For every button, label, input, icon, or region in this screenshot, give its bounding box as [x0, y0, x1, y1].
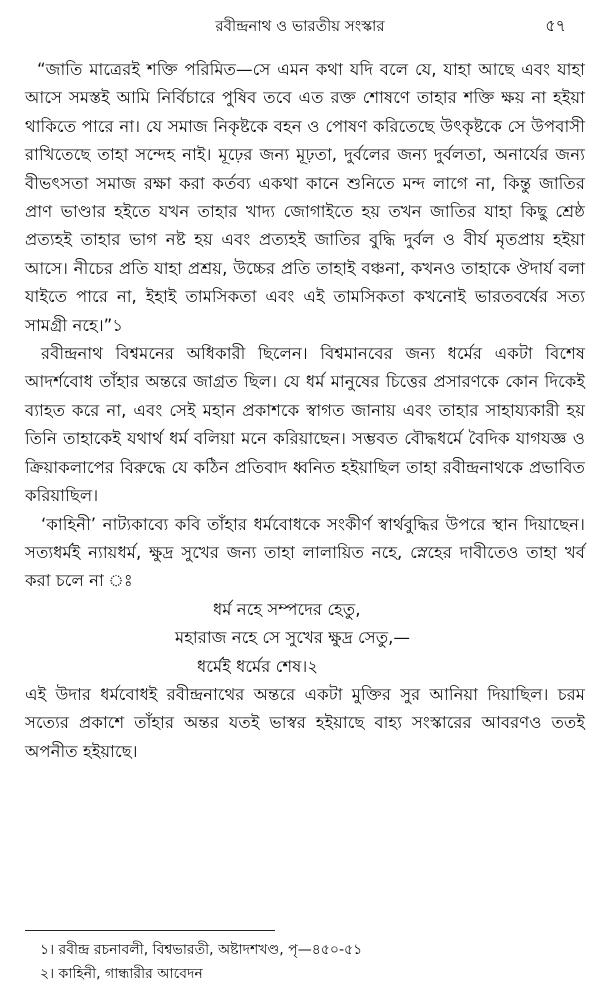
verse-block [175, 596, 585, 681]
footnote-divider [25, 930, 275, 931]
paragraph-3: এই উদার ধর্মবোধই রবীন্দ্রনাথের অন্তরে একটা মুক্তির সুর আনিয়া দিয়াছিল। চরম সত্যের প্রকাশে তাঁহার অন্তর যতই ভাস্বর হইয়াছে বাহ্য সংস্কারের আবরণও ততই অপনীত হইয়াছে। [25, 684, 585, 761]
footnote-2: ২। কাহিনী, গান্ধারীর আবেদন [40, 966, 203, 982]
paragraph-2: ‘কাহিনী’ নাট্যকাব্যে কবি তাঁহার ধর্মবোধকে সংকীর্ণ স্বার্থবুদ্ধির উপরে স্থান দিয়াছেন। সত্যধর্মই ন্যায়ধর্ম, ক্ষুদ্র সুখের জন্য তাহা লালায়িত নহে, স্নেহের দাবীতেও তাহা খর্ব করা চলে না ঃ [25, 514, 585, 591]
running-title: রবীন্দ্রনাথ ও ভারতীয় সংস্কার [215, 17, 385, 35]
footnote-1: ১। রবীন্দ্র রচনাবলী, বিশ্বভারতী, অষ্টাদশখণ্ড, পৃ—৪৫০-৫১ [40, 942, 363, 958]
paragraph-1: রবীন্দ্রনাথ বিশ্বমনের অধিকারী ছিলেন। বিশ্বমানবের জন্য ধর্মের একটা বিশেষ আদর্শবোধ তাঁহার অন্তরে জাগ্রত ছিল। যে ধর্ম মানুষের চিত্তের প্রসারণকে কোন দিকেই ব্যাহত করে না, এবং সেই মহান প্রকাশকে স্বাগত জানায় এবং তাহার সাহায্যকারী হয় তিনি তাহাকেই যথার্থ ধর্ম বলিয়া মনে করিয়াছেন। সম্ভবত বৌদ্ধধর্মে বৈদিক যাগযজ্ঞ ও ক্রিয়াকলাপের বিরুদ্ধে যে কঠিন প্রতিবাদ ধ্বনিত হইয়াছিল তাহা রবীন্দ্রনাথকে প্রভাবিত করিয়াছিল। [25, 344, 585, 506]
verse-line-2: মহারাজ নহে সে সুখের ক্ষুদ্র সেতু,— [175, 628, 411, 648]
page-header [0, 14, 600, 38]
footnotes [40, 938, 585, 986]
body-text [25, 56, 585, 766]
verse-line-3: ধর্মেই ধর্মের শেষ।২ [197, 656, 319, 676]
quoted-passage: “জাতি মাত্রেরই শক্তি পরিমিত—সে এমন কথা যদি বলে যে, যাহা আছে এবং যাহা আসে সমস্তই আমি নির্বিচারে পুষিব তবে এত রক্ত শোষণে তাহার শক্তি ক্ষয় না হইয়া থাকিতে পারে না। যে সমাজ নিকৃষ্টকে বহন ও পোষণ করিতেছে উৎকৃষ্টকে সে উপবাসী রাখিতেছে তাহা সন্দেহ নাই। মূঢ়ের জন্য মূঢ়তা, দুর্বলের জন্য দুর্বলতা, অনার্যের জন্য বীভৎসতা সমাজ রক্ষা করা কর্তব্য একথা কানে শুনিতে মন্দ লাগে না, কিন্তু জাতির প্রাণ ভাণ্ডার হইতে যখন তাহার খাদ্য জোগাইতে হয় তখন জাতির যাহা কিছু শ্রেষ্ঠ প্রত্যহই তাহার ভাগ নষ্ট হয় এবং প্রত্যহই জাতির বুদ্ধি দুর্বল ও বীর্য মৃতপ্রায় হইয়া আসে। নীচের প্রতি যাহা প্রশ্রয়, উচ্চের প্রতি তাহাই বঞ্চনা, কখনও তাহাকে ঔদার্য বলা যাইতে পারে না, ইহাই তামসিকতা এবং এই তামসিকতা কখনোই ভারতবর্ষের সত্য সামগ্রী নহে।”১ [25, 60, 585, 335]
page-number: ৫৭ [545, 16, 566, 35]
verse-line-1: ধর্ম নহে সম্পদের হেতু, [213, 599, 361, 619]
